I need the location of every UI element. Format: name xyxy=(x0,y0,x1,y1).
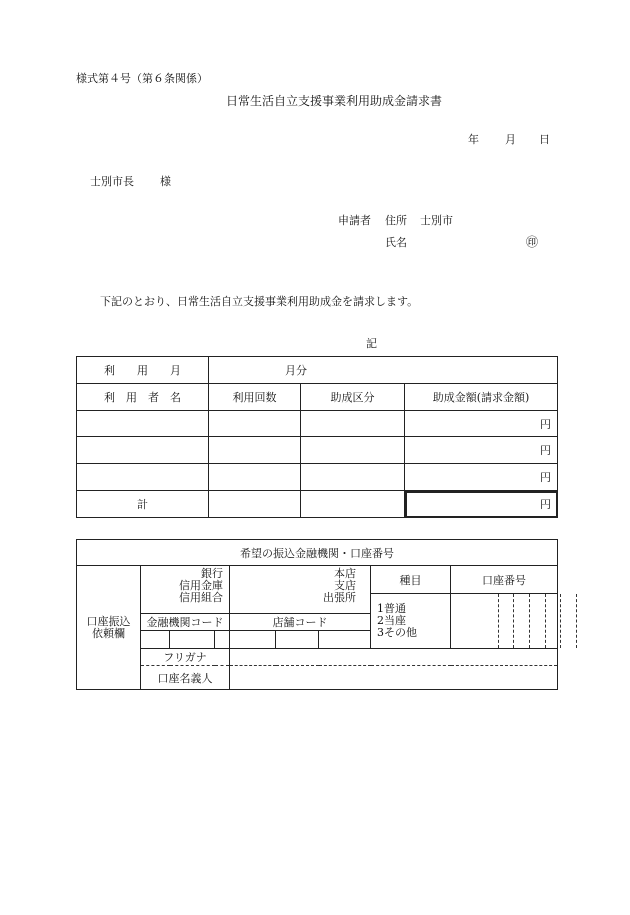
addressee-honorific: 様 xyxy=(160,175,171,188)
user-name-cell[interactable] xyxy=(77,411,209,437)
form-number: 様式第４号（第６条関係） xyxy=(76,72,208,85)
type-header: 種目 xyxy=(371,566,451,594)
date-month-label: 月 xyxy=(505,133,516,146)
usage-count-cell[interactable] xyxy=(209,464,301,491)
table-row xyxy=(77,464,558,491)
table-row xyxy=(77,437,558,464)
usage-month-value[interactable]: 月分 xyxy=(209,357,558,384)
addressee-name: 士別市長 xyxy=(90,175,134,188)
bank-code-digit[interactable] xyxy=(170,631,215,649)
amount-cell[interactable]: 円 xyxy=(405,437,558,464)
document-title: 日常生活自立支援事業利用助成金請求書 xyxy=(226,94,443,108)
date-year-label: 年 xyxy=(468,133,479,146)
bank-code-label: 金融機関コード xyxy=(141,614,230,631)
user-name-cell[interactable] xyxy=(77,464,209,491)
furigana-label: フリガナ xyxy=(141,649,230,666)
total-count-cell[interactable] xyxy=(209,491,301,518)
usage-table xyxy=(76,356,558,518)
usage-month-label: 利 用 月 xyxy=(77,357,209,384)
header-user-name: 利 用 者 名 xyxy=(77,384,209,411)
branch-code-digit[interactable] xyxy=(319,631,371,649)
total-label: 計 xyxy=(77,491,209,518)
ki-label: 記 xyxy=(366,337,377,350)
header-usage-count: 利用回数 xyxy=(209,384,301,411)
date-day-label: 日 xyxy=(539,133,550,146)
amount-cell[interactable]: 円 xyxy=(405,464,558,491)
subsidy-category-cell[interactable] xyxy=(301,411,405,437)
bank-name-cell[interactable]: 銀行 信用金庫 信用組合 xyxy=(141,566,230,614)
total-amount-cell[interactable]: 円 xyxy=(405,491,558,518)
user-name-cell[interactable] xyxy=(77,437,209,464)
usage-count-cell[interactable] xyxy=(209,437,301,464)
subsidy-category-cell[interactable] xyxy=(301,464,405,491)
total-category-cell[interactable] xyxy=(301,491,405,518)
usage-count-cell[interactable] xyxy=(209,411,301,437)
table-row xyxy=(77,411,558,437)
account-number-header: 口座番号 xyxy=(451,566,558,594)
applicant-name-label: 氏名 xyxy=(385,236,407,249)
applicant-address-label: 住所 xyxy=(385,214,407,227)
amount-cell[interactable]: 円 xyxy=(405,411,558,437)
subsidy-category-cell[interactable] xyxy=(301,437,405,464)
bank-code-digit[interactable] xyxy=(215,631,230,649)
applicant-address-value: 士別市 xyxy=(420,214,453,227)
header-subsidy-category: 助成区分 xyxy=(301,384,405,411)
body-text: 下記のとおり、日常生活自立支援事業利用助成金を請求します。 xyxy=(100,295,419,308)
account-number-cell[interactable] xyxy=(451,594,558,649)
total-row xyxy=(77,491,558,518)
branch-code-label: 店舗コード xyxy=(230,614,371,631)
account-holder-input[interactable] xyxy=(230,666,558,690)
furigana-input[interactable] xyxy=(230,649,558,666)
branch-name-cell[interactable]: 本店 支店 出張所 xyxy=(230,566,371,614)
applicant-label: 申請者 xyxy=(338,214,371,227)
branch-code-digit[interactable] xyxy=(230,631,276,649)
branch-code-digit[interactable] xyxy=(276,631,319,649)
bank-table-title: 希望の振込金融機関・口座番号 xyxy=(77,540,558,566)
account-type-options[interactable]: 1普通 2当座 3その他 xyxy=(371,594,451,649)
bank-table xyxy=(76,539,558,690)
account-holder-label: 口座名義人 xyxy=(141,666,230,690)
seal-mark: ㊞ xyxy=(526,235,539,249)
transfer-request-label: 口座振込 依頼欄 xyxy=(77,566,141,690)
bank-code-digit[interactable] xyxy=(141,631,170,649)
header-subsidy-amount: 助成金額(請求金額) xyxy=(405,384,558,411)
